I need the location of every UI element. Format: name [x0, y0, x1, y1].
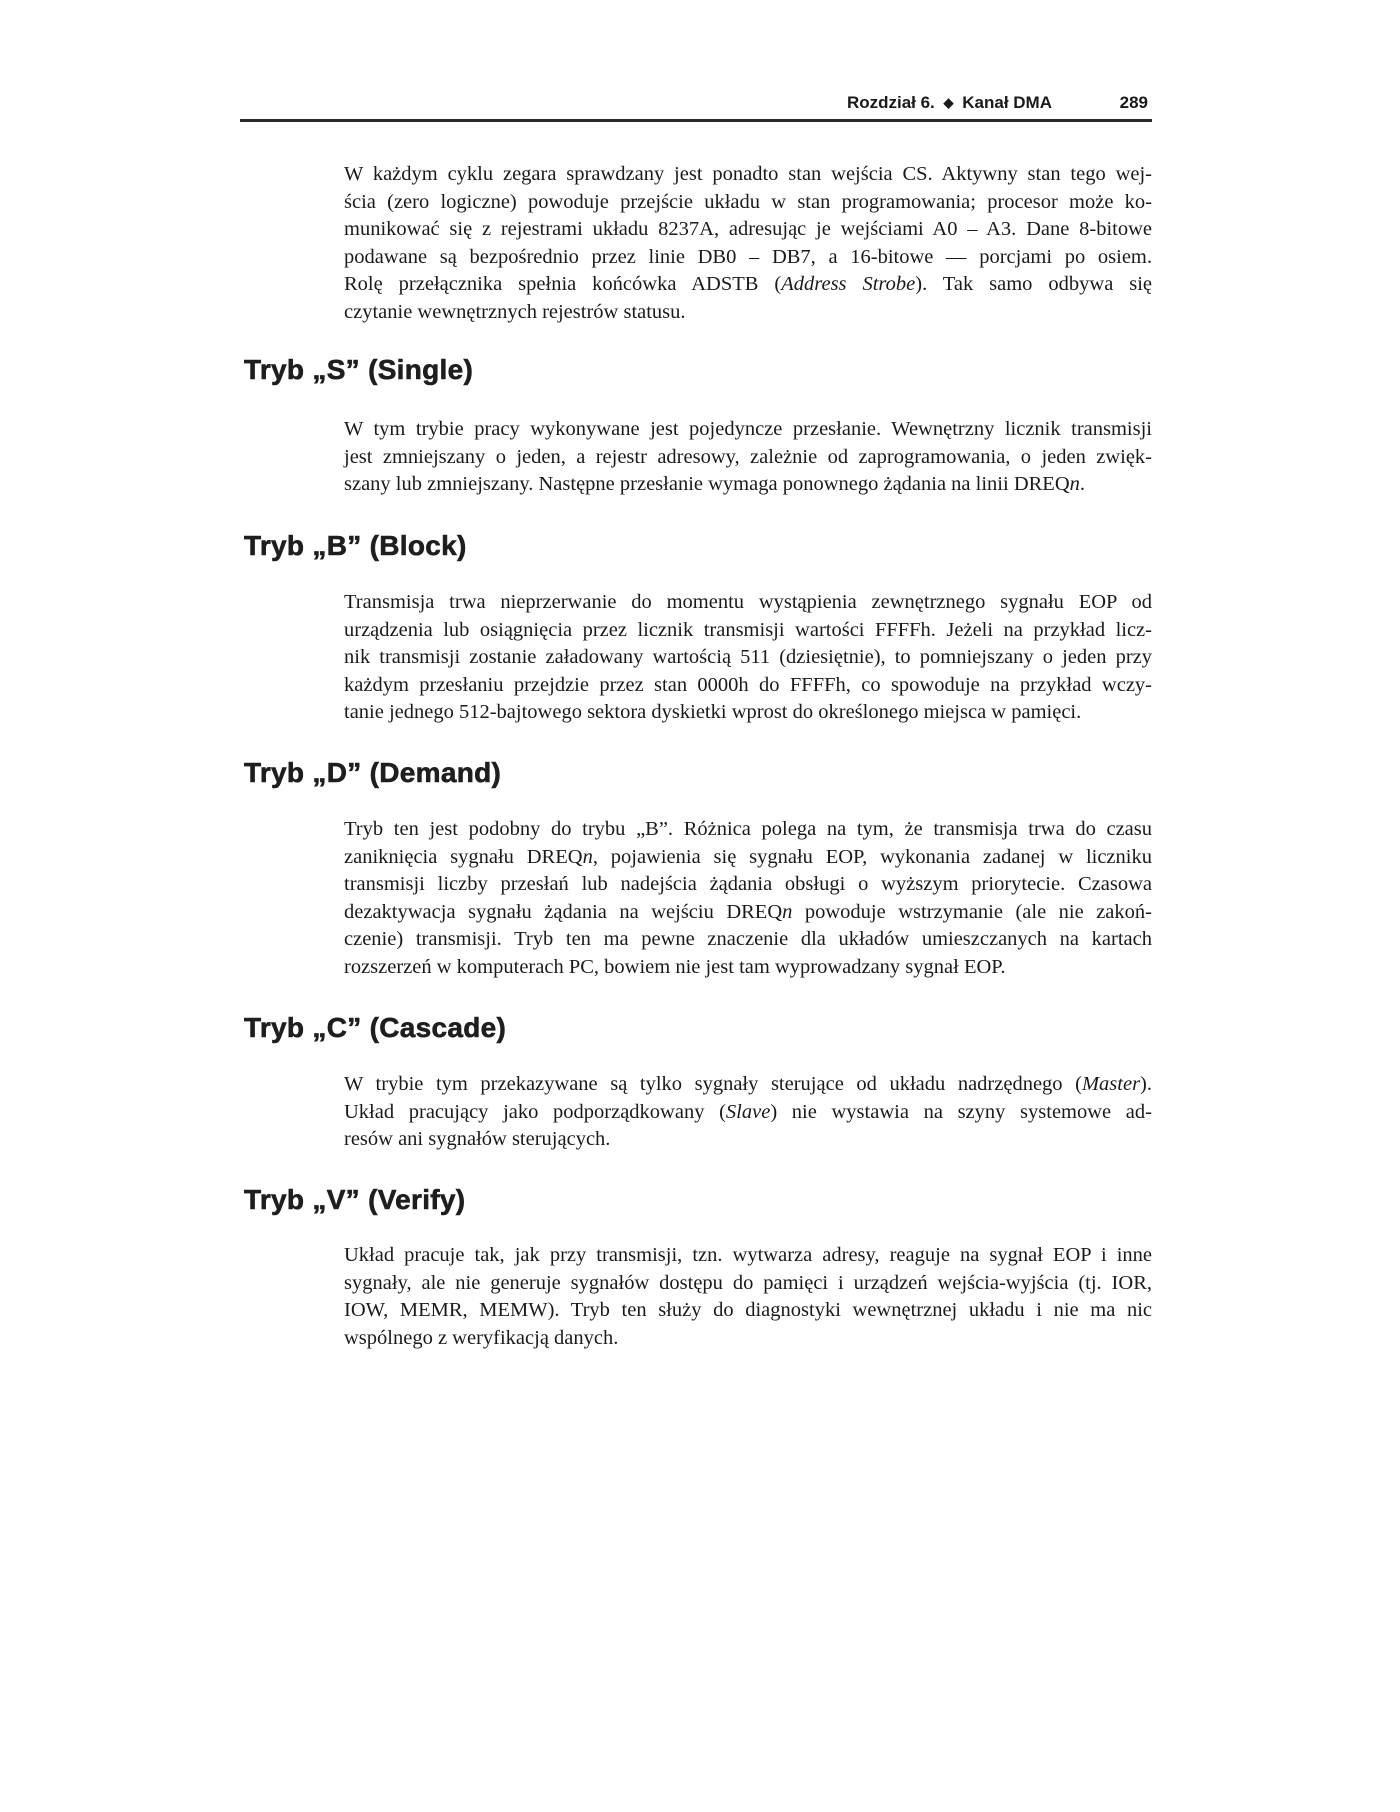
text-line: resów ani sygnałów sterujących. — [344, 1128, 611, 1151]
section-heading-demand: Tryb „D” (Demand) — [244, 757, 502, 788]
text-line: rozszerzeń w komputerach PC, bowiem nie jest tam wyprowadzany sygnał EOP. — [344, 955, 1006, 978]
text-line: W tym trybie pracy wykonywane jest pojedyncze przesłanie. Wewnętrzny licznik transmisji — [344, 418, 1152, 440]
text-line: Układ pracujący jako podporządkowany (Slave) nie wystawia na szyny systemowe ad- — [344, 1100, 1152, 1123]
text-line: jest zmniejszany o jeden, a rejestr adresowy, zależnie od zaprogramowania, o jeden zwięk- — [344, 445, 1152, 468]
text-line: Układ pracuje tak, jak przy transmisji, tzn. wytwarza adresy, reaguje na sygnał EOP i inne — [344, 1244, 1152, 1266]
text-line: ścia (zero logiczne) powoduje przejście układu w stan programowania; procesor może ko- — [344, 190, 1152, 213]
text-line: każdym przesłaniu przejdzie przez stan 0000h do FFFFh, co spowoduje na przykład wczy- — [344, 673, 1152, 696]
text-line: tanie jednego 512-bajtowego sektora dyskietki wprost do określonego miejsca w pamięci. — [344, 701, 1082, 724]
text-line: W każdym cyklu zegara sprawdzany jest ponadto stan wejścia CS. Aktywny stan tego wej- — [344, 163, 1152, 185]
text-line: zaniknięcia sygnału DREQn, pojawienia się sygnału EOP, wykonania zadanej w liczniku — [344, 845, 1152, 868]
chapter-label: Rozdział 6. — [846, 93, 935, 112]
text-line: Rolę przełącznika spełnia końcówka ADSTB (Address Strobe). Tak samo odbywa się — [344, 273, 1153, 296]
text-line: Tryb ten jest podobny do trybu „B”. Różnica polega na tym, że transmisja trwa do czasu — [344, 818, 1152, 840]
text-line: transmisji liczby przesłań lub nadejścia żądania obsługi o wyższym priorytecie. Czasowa — [344, 873, 1152, 896]
section-heading-verify: Tryb „V” (Verify) — [244, 1184, 466, 1215]
section-paragraph-demand — [344, 816, 1152, 982]
text-line: IOW, MEMR, MEMW). Tryb ten służy do diagnostyki wewnętrznej układu i nie ma nic — [344, 1299, 1152, 1322]
section-paragraph-single — [344, 416, 1152, 499]
section-paragraph-cascade — [344, 1071, 1152, 1154]
text-line: W trybie tym przekazywane są tylko sygnały sterujące od układu nadrzędnego (Master). — [344, 1073, 1152, 1095]
running-header — [240, 89, 1152, 122]
section-paragraph-verify — [344, 1242, 1152, 1352]
text-line: munikować się z rejestrami układu 8237A, adresując je wejściami A0 – A3. Dane 8-bitowe — [344, 218, 1152, 241]
running-header-title — [847, 93, 1052, 113]
diamond-separator-icon: ◆ — [943, 95, 954, 110]
text-line: sygnały, ale nie generuje sygnałów dostępu do pamięci i urządzeń wejścia-wyjścia (tj. IOR, — [344, 1271, 1152, 1294]
text-line: czytanie wewnętrznych rejestrów statusu. — [344, 300, 686, 323]
text-line: dezaktywacja sygnału żądania na wejściu DREQn powoduje wstrzymanie (ale nie zakoń- — [344, 900, 1152, 923]
page-number: 289 — [1119, 93, 1148, 112]
text-line: urządzenia lub osiągnięcia przez licznik transmisji wartości FFFFh. Jeżeli na przykład licz- — [344, 618, 1152, 641]
section-heading-block: Tryb „B” (Block) — [244, 530, 467, 561]
text-line: nik transmisji zostanie załadowany wartością 511 (dziesiętnie), to pomniejszany o jeden przy — [344, 646, 1152, 669]
intro-paragraph — [344, 161, 1152, 327]
text-line: wspólnego z weryfikacją danych. — [344, 1326, 619, 1349]
text-line: podawane są bezpośrednio przez linie DB0 – DB7, a 16-bitowe — porcjami po osiem. — [344, 245, 1152, 268]
text-line: czenie) transmisji. Tryb ten ma pewne znaczenie dla układów umieszczanych na kartach — [344, 928, 1152, 951]
section-heading-cascade: Tryb „C” (Cascade) — [244, 1012, 507, 1043]
section-paragraph-block — [344, 589, 1152, 727]
section-heading-single: Tryb „S” (Single) — [244, 354, 474, 385]
text-line: Transmisja trwa nieprzerwanie do momentu wystąpienia zewnętrznego sygnału EOP od — [344, 591, 1152, 613]
chapter-title: Kanał DMA — [962, 93, 1052, 112]
text-line: szany lub zmniejszany. Następne przesłanie wymaga ponownego żądania na linii DREQn. — [344, 473, 1085, 496]
